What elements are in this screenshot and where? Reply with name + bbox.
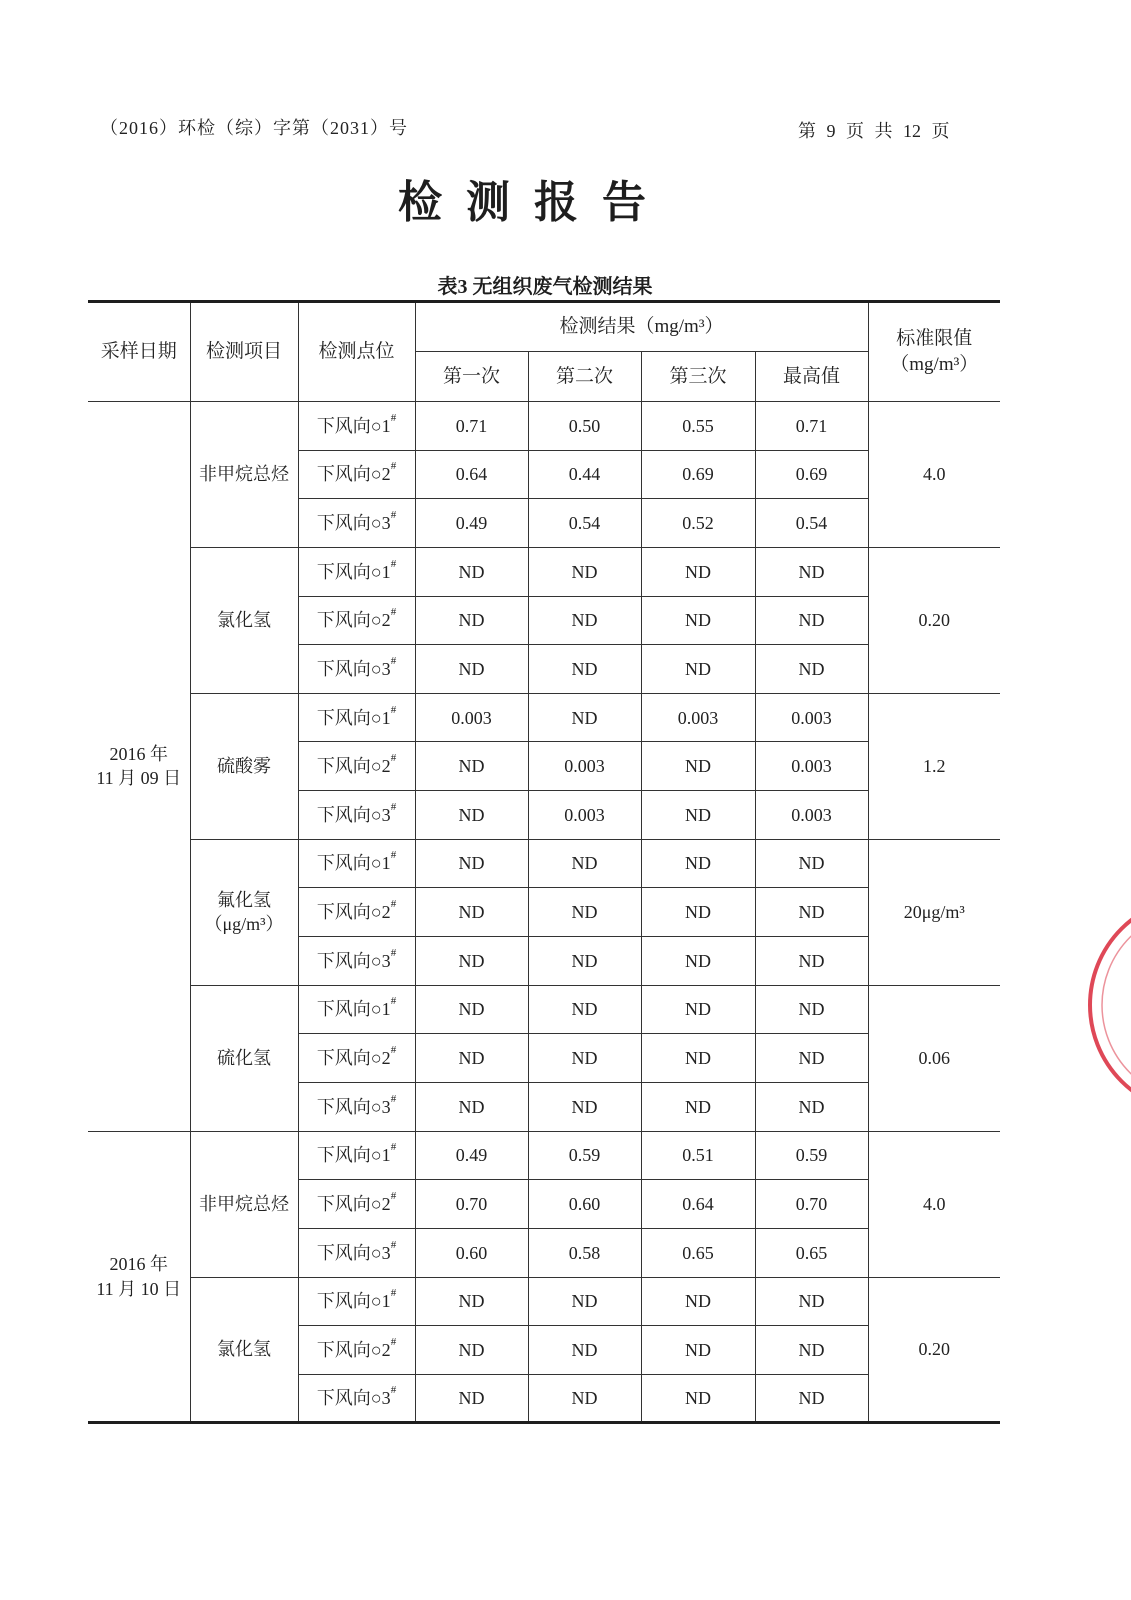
- value-cell: ND: [755, 1374, 868, 1423]
- value-cell: ND: [641, 742, 755, 791]
- value-cell: 0.50: [528, 402, 641, 451]
- test-item-cell: [190, 985, 298, 1131]
- table-row: [88, 1277, 1000, 1326]
- value-cell: 0.003: [415, 693, 528, 742]
- value-cell: 0.71: [755, 402, 868, 451]
- test-point-cell: [298, 596, 415, 645]
- header-test-point: 检测点位: [298, 302, 415, 402]
- value-cell: 0.52: [641, 499, 755, 548]
- value-cell: ND: [528, 645, 641, 694]
- test-point-mark: #: [390, 703, 397, 716]
- test-point-mark: #: [390, 849, 397, 862]
- value-cell: 0.49: [415, 1131, 528, 1180]
- value-cell: 0.49: [415, 499, 528, 548]
- value-cell: ND: [641, 1277, 755, 1326]
- test-item-name: 硫化氢: [217, 1048, 271, 1068]
- value-cell: ND: [641, 547, 755, 596]
- test-point-mark: #: [390, 752, 397, 765]
- test-point-mark: #: [390, 946, 397, 959]
- value-cell: ND: [528, 693, 641, 742]
- standard-limit-cell: 0.20: [868, 1277, 1000, 1423]
- test-point-label: 下风向○2: [316, 610, 391, 631]
- test-point-label: 下风向○2: [316, 902, 391, 923]
- test-point-cell: [298, 1082, 415, 1131]
- test-point-cell: [298, 499, 415, 548]
- value-cell: 0.55: [641, 402, 755, 451]
- header-standard-limit-line2: （mg/m³）: [890, 354, 979, 375]
- test-point-label: 下风向○1: [316, 853, 391, 874]
- value-cell: 0.003: [755, 742, 868, 791]
- value-cell: ND: [755, 596, 868, 645]
- value-cell: ND: [641, 1326, 755, 1375]
- test-item-name: 氯化氢: [217, 1339, 271, 1360]
- table-row: [88, 839, 1000, 888]
- header-standard-limit: [868, 302, 1000, 402]
- value-cell: ND: [415, 1374, 528, 1423]
- table-row: [88, 402, 1000, 451]
- test-point-cell: [298, 742, 415, 791]
- value-cell: ND: [415, 1034, 528, 1083]
- test-point-mark: #: [390, 995, 397, 1008]
- test-item-cell: [190, 1277, 298, 1423]
- test-item-name: 非甲烷总烃: [199, 1193, 289, 1214]
- value-cell: ND: [755, 888, 868, 937]
- page-title: 检测报告: [398, 178, 670, 227]
- test-point-label: 下风向○1: [316, 561, 391, 582]
- value-cell: ND: [641, 1374, 755, 1423]
- value-cell: 0.51: [641, 1131, 755, 1180]
- value-cell: ND: [755, 645, 868, 694]
- value-cell: ND: [528, 1374, 641, 1423]
- test-item-name: 氯化氢: [217, 610, 271, 631]
- value-cell: 0.60: [415, 1228, 528, 1277]
- value-cell: ND: [641, 888, 755, 937]
- test-point-mark: #: [390, 1287, 397, 1300]
- test-point-label: 下风向○2: [316, 1048, 391, 1068]
- test-point-cell: [298, 1374, 415, 1423]
- test-point-label: 下风向○3: [316, 804, 391, 825]
- value-cell: ND: [528, 888, 641, 937]
- value-cell: ND: [755, 1082, 868, 1131]
- value-cell: ND: [641, 596, 755, 645]
- value-cell: 0.70: [755, 1180, 868, 1229]
- test-item-cell: [190, 839, 298, 985]
- table-row: [88, 985, 1000, 1034]
- test-point-mark: #: [390, 411, 397, 424]
- test-point-cell: [298, 693, 415, 742]
- test-point-cell: [298, 937, 415, 986]
- value-cell: 0.69: [641, 450, 755, 499]
- value-cell: ND: [641, 791, 755, 840]
- test-point-label: 下风向○2: [316, 464, 391, 485]
- value-cell: 0.003: [641, 693, 755, 742]
- value-cell: ND: [755, 839, 868, 888]
- value-cell: 0.65: [755, 1228, 868, 1277]
- test-item-name: 硫酸雾: [217, 756, 271, 777]
- value-cell: ND: [755, 937, 868, 986]
- table-row: [88, 1131, 1000, 1180]
- value-cell: ND: [415, 888, 528, 937]
- value-cell: ND: [755, 1326, 868, 1375]
- test-point-cell: [298, 1326, 415, 1375]
- value-cell: 0.64: [641, 1180, 755, 1229]
- value-cell: ND: [528, 1034, 641, 1083]
- standard-limit-cell: 4.0: [868, 1131, 1000, 1277]
- test-point-mark: #: [390, 1238, 397, 1251]
- document-number: （2016）环检（综）字第（2031）号: [100, 118, 408, 138]
- seal-fragment-icon: [1080, 890, 1131, 1120]
- test-point-mark: #: [390, 1141, 397, 1154]
- value-cell: ND: [415, 839, 528, 888]
- test-point-label: 下风向○1: [316, 1145, 391, 1166]
- test-point-mark: #: [390, 460, 397, 473]
- test-point-label: 下风向○1: [316, 999, 391, 1020]
- test-point-mark: #: [390, 1335, 397, 1348]
- value-cell: ND: [528, 596, 641, 645]
- value-cell: ND: [641, 1034, 755, 1083]
- test-point-mark: #: [390, 1189, 397, 1202]
- value-cell: ND: [415, 985, 528, 1034]
- page-indicator: 第 9 页 共 12 页: [798, 121, 950, 141]
- value-cell: 0.44: [528, 450, 641, 499]
- test-point-label: 下风向○3: [316, 1096, 391, 1117]
- value-cell: ND: [528, 937, 641, 986]
- standard-limit-cell: 0.06: [868, 985, 1000, 1131]
- sampling-date-cell: [88, 402, 190, 1132]
- test-point-mark: #: [390, 508, 397, 521]
- value-cell: 0.69: [755, 450, 868, 499]
- value-cell: ND: [415, 742, 528, 791]
- value-cell: ND: [641, 937, 755, 986]
- test-point-label: 下风向○2: [316, 1193, 391, 1214]
- test-point-label: 下风向○2: [316, 756, 391, 777]
- value-cell: ND: [415, 547, 528, 596]
- value-cell: 0.58: [528, 1228, 641, 1277]
- value-cell: ND: [755, 547, 868, 596]
- value-cell: 0.003: [528, 742, 641, 791]
- value-cell: ND: [415, 791, 528, 840]
- test-point-cell: [298, 839, 415, 888]
- table-caption: 表3 无组织废气检测结果: [437, 276, 653, 298]
- test-item-cell: [190, 402, 298, 548]
- value-cell: ND: [415, 1082, 528, 1131]
- standard-limit-cell: 4.0: [868, 402, 1000, 548]
- test-point-label: 下风向○3: [316, 658, 391, 679]
- test-item-name: 非甲烷总烃: [199, 464, 289, 485]
- test-point-mark: #: [390, 898, 397, 911]
- header-sampling-date: 采样日期: [88, 302, 190, 402]
- value-cell: 0.54: [528, 499, 641, 548]
- test-item-unit: （μg/m³）: [204, 914, 284, 935]
- value-cell: 0.003: [755, 791, 868, 840]
- header-third: 第三次: [641, 352, 755, 402]
- test-point-label: 下风向○1: [316, 707, 391, 728]
- test-point-label: 下风向○1: [316, 415, 391, 436]
- test-point-mark: #: [390, 1383, 397, 1396]
- standard-limit-cell: 20μg/m³: [868, 839, 1000, 985]
- value-cell: 0.60: [528, 1180, 641, 1229]
- value-cell: ND: [755, 1034, 868, 1083]
- test-point-cell: [298, 1034, 415, 1083]
- test-point-cell: [298, 645, 415, 694]
- results-table: [88, 300, 1000, 1424]
- test-point-cell: [298, 888, 415, 937]
- value-cell: ND: [415, 937, 528, 986]
- value-cell: 0.54: [755, 499, 868, 548]
- header-second: 第二次: [528, 352, 641, 402]
- test-point-mark: #: [390, 1092, 397, 1105]
- test-point-cell: [298, 450, 415, 499]
- value-cell: 0.65: [641, 1228, 755, 1277]
- test-point-cell: [298, 1277, 415, 1326]
- value-cell: ND: [641, 985, 755, 1034]
- test-point-cell: [298, 547, 415, 596]
- test-point-cell: [298, 1131, 415, 1180]
- test-point-cell: [298, 402, 415, 451]
- value-cell: ND: [528, 1326, 641, 1375]
- value-cell: ND: [415, 645, 528, 694]
- test-item-cell: [190, 1131, 298, 1277]
- value-cell: 0.71: [415, 402, 528, 451]
- header-results: 检测结果（mg/m³）: [415, 302, 868, 352]
- test-point-mark: #: [390, 606, 397, 619]
- sampling-date-cell: [88, 1131, 190, 1423]
- header-first: 第一次: [415, 352, 528, 402]
- test-point-label: 下风向○1: [316, 1291, 391, 1312]
- test-point-label: 下风向○3: [316, 1242, 391, 1263]
- test-point-mark: #: [390, 800, 397, 813]
- header-standard-limit-line1: 标准限值: [896, 328, 973, 350]
- test-point-cell: [298, 791, 415, 840]
- test-item-cell: [190, 693, 298, 839]
- test-point-label: 下风向○3: [316, 1387, 391, 1408]
- value-cell: ND: [755, 985, 868, 1034]
- test-point-label: 下风向○3: [316, 950, 391, 971]
- test-item-cell: [190, 547, 298, 693]
- table-row: [88, 693, 1000, 742]
- value-cell: ND: [415, 596, 528, 645]
- test-point-cell: [298, 1228, 415, 1277]
- value-cell: ND: [528, 547, 641, 596]
- value-cell: ND: [415, 1277, 528, 1326]
- standard-limit-cell: 0.20: [868, 547, 1000, 693]
- header-test-item: 检测项目: [190, 302, 298, 402]
- value-cell: ND: [528, 839, 641, 888]
- sampling-date-day: 11 月 10 日: [96, 1278, 182, 1299]
- value-cell: ND: [528, 1277, 641, 1326]
- header-row: [88, 302, 1000, 352]
- value-cell: 0.003: [528, 791, 641, 840]
- value-cell: ND: [641, 1082, 755, 1131]
- table-row: [88, 547, 1000, 596]
- value-cell: 0.59: [528, 1131, 641, 1180]
- sampling-date-year: 2016 年: [109, 1254, 168, 1275]
- standard-limit-cell: 1.2: [868, 693, 1000, 839]
- header-max: 最高值: [755, 352, 868, 402]
- test-point-mark: #: [390, 654, 397, 667]
- sampling-date-year: 2016 年: [109, 744, 168, 764]
- value-cell: 0.64: [415, 450, 528, 499]
- value-cell: ND: [755, 1277, 868, 1326]
- results-table-body: [88, 402, 1000, 1423]
- value-cell: 0.003: [755, 693, 868, 742]
- test-point-mark: #: [390, 557, 397, 570]
- value-cell: ND: [641, 839, 755, 888]
- test-point-label: 下风向○3: [316, 512, 391, 533]
- test-point-cell: [298, 1180, 415, 1229]
- value-cell: ND: [641, 645, 755, 694]
- sampling-date-day: 11 月 09 日: [96, 768, 182, 789]
- value-cell: 0.70: [415, 1180, 528, 1229]
- test-point-cell: [298, 985, 415, 1034]
- test-item-name: 氟化氢: [217, 889, 271, 910]
- test-point-label: 下风向○2: [316, 1339, 391, 1360]
- value-cell: ND: [528, 985, 641, 1034]
- value-cell: ND: [415, 1326, 528, 1375]
- test-point-mark: #: [390, 1044, 397, 1056]
- value-cell: 0.59: [755, 1131, 868, 1180]
- value-cell: ND: [528, 1082, 641, 1131]
